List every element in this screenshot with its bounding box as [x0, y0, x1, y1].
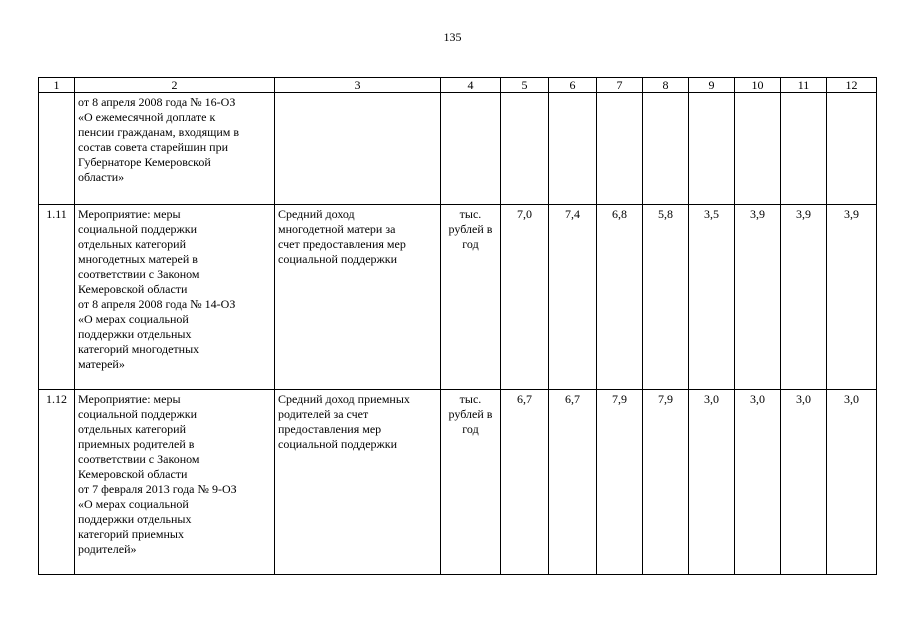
unit-cell	[441, 93, 501, 205]
column-header: 6	[549, 78, 597, 93]
measure-text: Мероприятие: меры социальной поддержки отдельных категорий многодетных матерей в соответствии с Законом Кемеровской области от 8 апреля 2008 года № 14-ОЗ «О мерах социальной поддержки отдельных категорий многодетных матерей»	[78, 207, 236, 371]
column-header: 9	[689, 78, 735, 93]
value-cell	[643, 93, 689, 205]
value-cell	[689, 93, 735, 205]
value-cell	[501, 93, 549, 205]
column-header: 4	[441, 78, 501, 93]
row-number-cell	[39, 93, 75, 205]
column-header: 2	[75, 78, 275, 93]
column-header: 8	[643, 78, 689, 93]
value-cell	[781, 93, 827, 205]
indicator-cell	[275, 390, 441, 575]
indicator-text: Средний доход приемных родителей за счет предоставления мер социальной поддержки	[278, 392, 410, 451]
table-row	[39, 205, 877, 390]
column-header: 7	[597, 78, 643, 93]
value-cell: 3,0	[827, 390, 877, 575]
table-row	[39, 93, 877, 205]
table-header-row	[39, 78, 877, 93]
column-header: 10	[735, 78, 781, 93]
value-cell: 6,7	[549, 390, 597, 575]
unit-cell	[441, 205, 501, 390]
value-cell: 3,0	[781, 390, 827, 575]
value-cell: 5,8	[643, 205, 689, 390]
value-cell: 3,0	[735, 390, 781, 575]
measure-cell	[75, 93, 275, 205]
value-cell: 6,8	[597, 205, 643, 390]
unit-text: тыс. рублей в год	[448, 392, 493, 436]
value-cell: 7,0	[501, 205, 549, 390]
indicator-cell	[275, 93, 441, 205]
value-cell: 3,9	[735, 205, 781, 390]
value-cell: 7,9	[597, 390, 643, 575]
value-cell: 3,9	[781, 205, 827, 390]
column-header: 1	[39, 78, 75, 93]
value-cell	[735, 93, 781, 205]
column-header: 12	[827, 78, 877, 93]
column-header: 5	[501, 78, 549, 93]
measure-cell	[75, 205, 275, 390]
value-cell: 3,5	[689, 205, 735, 390]
value-cell	[827, 93, 877, 205]
value-cell: 3,0	[689, 390, 735, 575]
value-cell: 7,4	[549, 205, 597, 390]
value-cell: 3,9	[827, 205, 877, 390]
page-number: 135	[443, 30, 462, 44]
measure-text: от 8 апреля 2008 года № 16-ОЗ «О ежемесячной доплате к пенсии гражданам, входящим в состав совета старейшин при Губернаторе Кемеровской области»	[78, 95, 240, 184]
measure-text: Мероприятие: меры социальной поддержки отдельных категорий приемных родителей в соответствии с Законом Кемеровской области от 7 февраля 2013 года № 9-ОЗ «О мерах социальной поддержки отдельных категорий приемных родителей»	[78, 392, 237, 556]
value-cell	[549, 93, 597, 205]
column-header: 3	[275, 78, 441, 93]
measure-cell	[75, 390, 275, 575]
unit-text: тыс. рублей в год	[448, 207, 493, 251]
value-cell	[597, 93, 643, 205]
unit-cell	[441, 390, 501, 575]
row-number-cell: 1.12	[39, 390, 75, 575]
column-header: 11	[781, 78, 827, 93]
row-number-cell: 1.11	[39, 205, 75, 390]
indicator-text: Средний доход многодетной матери за счет предоставления мер социальной поддержки	[278, 207, 406, 266]
programme-table	[38, 77, 877, 575]
value-cell: 7,9	[643, 390, 689, 575]
value-cell: 6,7	[501, 390, 549, 575]
indicator-cell	[275, 205, 441, 390]
table-row	[39, 390, 877, 575]
